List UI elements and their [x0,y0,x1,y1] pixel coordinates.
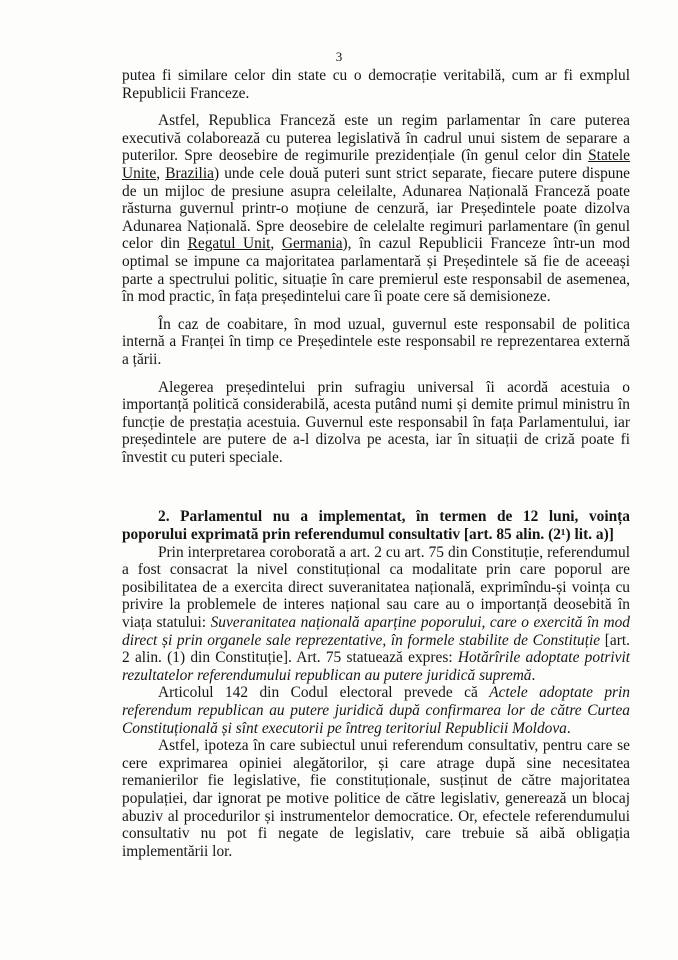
quote-electoral-code-art142: Actele adoptate prin referendum republican au putere juridică după confirmarea lor de către Curtea Constituțională și sînt executorii pe întreg teritoriul Republicii Moldova [122,684,630,737]
text-run: Astfel, Republica Franceză este un regim parlamentar în care puterea executivă colaborează cu puterea legislativă în cadrul unui sistem de separare a puterilor. Spre deosebire de regimurile prezidențiale (în genul celor din [122,112,630,165]
link-germania[interactable]: Germania [281,235,343,253]
section-title: Parlamentul nu a implementat, în termen de 12 luni, voința poporului exprimată prin referendumul consultativ [art. 85 alin. (2¹) lit. a)] [122,508,630,544]
section-heading [122,508,630,543]
link-statele-unite[interactable]: Statele Unite [122,147,630,182]
paragraph-french-regime [122,112,630,306]
text-run: ), în cazul Republicii Franceze într-un mod optimal se impune ca majoritatea parlamentară și Președintele să fie de aceeași parte a spectrului politic, situație în care premierul este responsabil de asemenea, în mod practic, în fața președintelui care îi poate cere să demisioneze. [122,235,630,306]
paragraph-cohabitation: În caz de coabitare, în mod uzual, guvernul este responsabil de politica internă a Franței în timp ce Președintele este responsabil re reprezentarea externă a țării. [122,315,630,368]
text-run: , [270,235,282,253]
link-regatul-unit[interactable]: Regatul Unit [187,235,271,253]
paragraph-consultative-referendum: Astfel, ipoteza în care subiectul unui referendum consultativ, pentru care se cere exprimarea opiniei alegătorilor, și care atrage după sine necesitatea remanierilor fie legislative, fie constituționale, susținut de către majoritatea populației, dar ignorat pe motive politice de către legislativ, generează un blocaj abuziv al procedurilor și instrumentelor democratice. Or, efectele referendumului consultativ nu pot fi negate de legislativ, care trebuie să aibă obligația implementării lor. [122,737,630,860]
text-run: . [531,666,536,684]
text-run: [art. 2 alin. (1) din Constituție]. Art. 75 statuează expres: [122,631,630,667]
paragraph-president-election: Alegerea președintelui prin sufragiu universal îi acordă acestuia o importanță politică considerabilă, acesta putând numi și demite primul ministru în funcție de prestația acestuia. Guvernul este responsabil în fața Parlamentului, iar președintele are putere de a-l dizolva pe acesta, iar în situații de criză poate fi învestit cu puteri speciale. [122,378,630,466]
quote-constitution-art75: Hotărîrile adoptate potrivit rezultatelor referendumului republican au putere juridică supremă [122,649,630,684]
text-run: . [566,719,571,737]
paragraph-referendum [122,544,630,685]
text-run: Articolul 142 din Codul electoral prevede că [158,684,490,702]
link-brazilia[interactable]: Brazilia [165,164,214,182]
page-number: 3 [335,49,343,64]
text-run: Prin interpretarea coroborată a art. 2 cu art. 75 din Constituție, referendumul a fost consacrat la nivel constituțional ca modalitate prin care poporul are posibilitatea de a exercita direct suveranitatea națională, exprimîndu-și voința cu privire la problemele de interes național sau care au o importanță deosebită în viața statului: [122,543,630,632]
text-run: ) unde cele două puteri sunt strict separate, fiecare putere dispune de un mijloc de presiune asupra celeilalte, Adunarea Națională Franceză poate răsturna guvernul printr-o moțiune de cenzură, iar Președintele poate dizolva Adunarea Națională. Spre deosebire de celelalte regimuri parlamentare (în genul celor din [122,164,630,253]
quote-constitution-art2: Suveranitatea națională aparține poporului, care o exercită în mod direct și prin organele sale reprezentative, în formele stabilite de Constituție [122,614,630,649]
section-number: 2. [158,508,170,526]
paragraph-electoral-code [122,684,630,737]
text-run: , [156,164,166,182]
page-body [122,67,630,860]
paragraph-continuation: putea fi similare celor din state cu o democrație veritabilă, cum ar fi exmplul Republicii Franceze. [122,67,630,102]
